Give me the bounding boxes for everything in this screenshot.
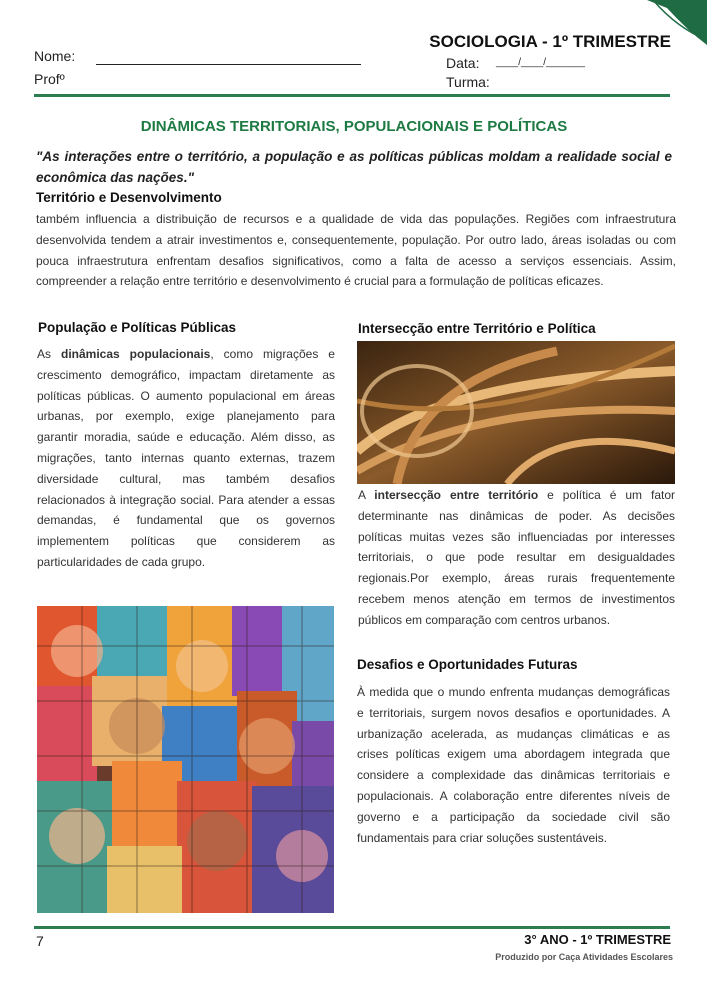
highway-interchange-image xyxy=(357,341,675,484)
section-heading-populacao: População e Políticas Públicas xyxy=(38,320,237,335)
body-text: As xyxy=(37,347,61,361)
body-text: e política é um fator determinante nas dinâmicas de poder. As decisões políticas muitas vezes são influenciadas por interesses territoriais, o que pode resultar em desigualdades regionais.Por exemplo, áreas rurais frequentemente recebem menos atenção em termos de investimentos públicos em comparação com centros urbanos. xyxy=(358,488,675,627)
footer-divider xyxy=(34,926,670,929)
section-heading-territorio: Território e Desenvolvimento xyxy=(36,190,222,205)
turma-label: Turma: xyxy=(446,74,490,90)
data-field[interactable]: ____/____/_______ xyxy=(496,57,585,68)
body-bold-text: dinâmicas populacionais xyxy=(60,347,211,361)
intro-quote: "As interações entre o território, a população e as políticas públicas moldam a realidade social e econômica das nações." xyxy=(36,149,672,185)
section-heading-desafios: Desafios e Oportunidades Futuras xyxy=(357,657,578,672)
section-body-populacao xyxy=(37,344,335,573)
section-body-interseccao xyxy=(358,485,675,631)
section-body-desafios: À medida que o mundo enfrenta mudanças demográficas e territoriais, surgem novos desafios e oportunidades. A urbanização acelerada, as mudanças climáticas e as crises políticas exigem uma abordagem integrada que considere a complexidade das dinâmicas territoriais e populacionais. A colaboração entre diferentes níveis de governo e a participação da sociedade civil são fundamentais para criar soluções sustentáveis. xyxy=(357,685,670,845)
footer-credit: Produzido por Caça Atividades Escolares xyxy=(495,952,673,962)
prof-label: Profº xyxy=(34,71,65,87)
body-text: A xyxy=(358,488,375,502)
data-label: Data: xyxy=(446,55,480,71)
nome-label: Nome: xyxy=(34,48,76,64)
footer-grade: 3° ANO - 1º TRIMESTRE xyxy=(524,932,671,947)
nome-field[interactable] xyxy=(96,64,361,65)
mosaic-faces-image xyxy=(37,606,334,913)
page-title: DINÂMICAS TERRITORIAIS, POPULACIONAIS E POLÍTICAS xyxy=(140,118,568,135)
subject-title: SOCIOLOGIA - 1º TRIMESTRE xyxy=(429,32,671,51)
header-divider xyxy=(34,94,670,97)
body-bold-text: intersecção entre território xyxy=(374,488,539,502)
section-heading-interseccao: Intersecção entre Território e Política xyxy=(358,321,596,336)
body-text: , como migrações e crescimento demográfico, impactam diretamente as políticas públicas. O aumento populacional em áreas urbanas, por exemplo, exige planejamento para garantir moradia, saúde e educação. Além disso, as migrações, tanto internas quanto externas, trazem diversidade cultural, mas também desafios relacionados à integração social. Para atender a essas demandas, é fundamental que os governos implementem políticas que considerem as particularidades de cada grupo. xyxy=(37,347,335,569)
section-body-territorio: também influencia a distribuição de recursos e a qualidade de vida das populações. Regiões com infraestrutura desenvolvida tendem a atrair investimentos e, consequentemente, população. Por outro lado, áreas isoladas ou com pouca infraestrutura enfrentam desafios significativos, como a falta de acesso a serviços essenciais. Assim, compreender a relação entre território e desenvolvimento é crucial para a formulação de políticas eficazes. xyxy=(36,212,676,289)
page-number: 7 xyxy=(36,933,44,949)
